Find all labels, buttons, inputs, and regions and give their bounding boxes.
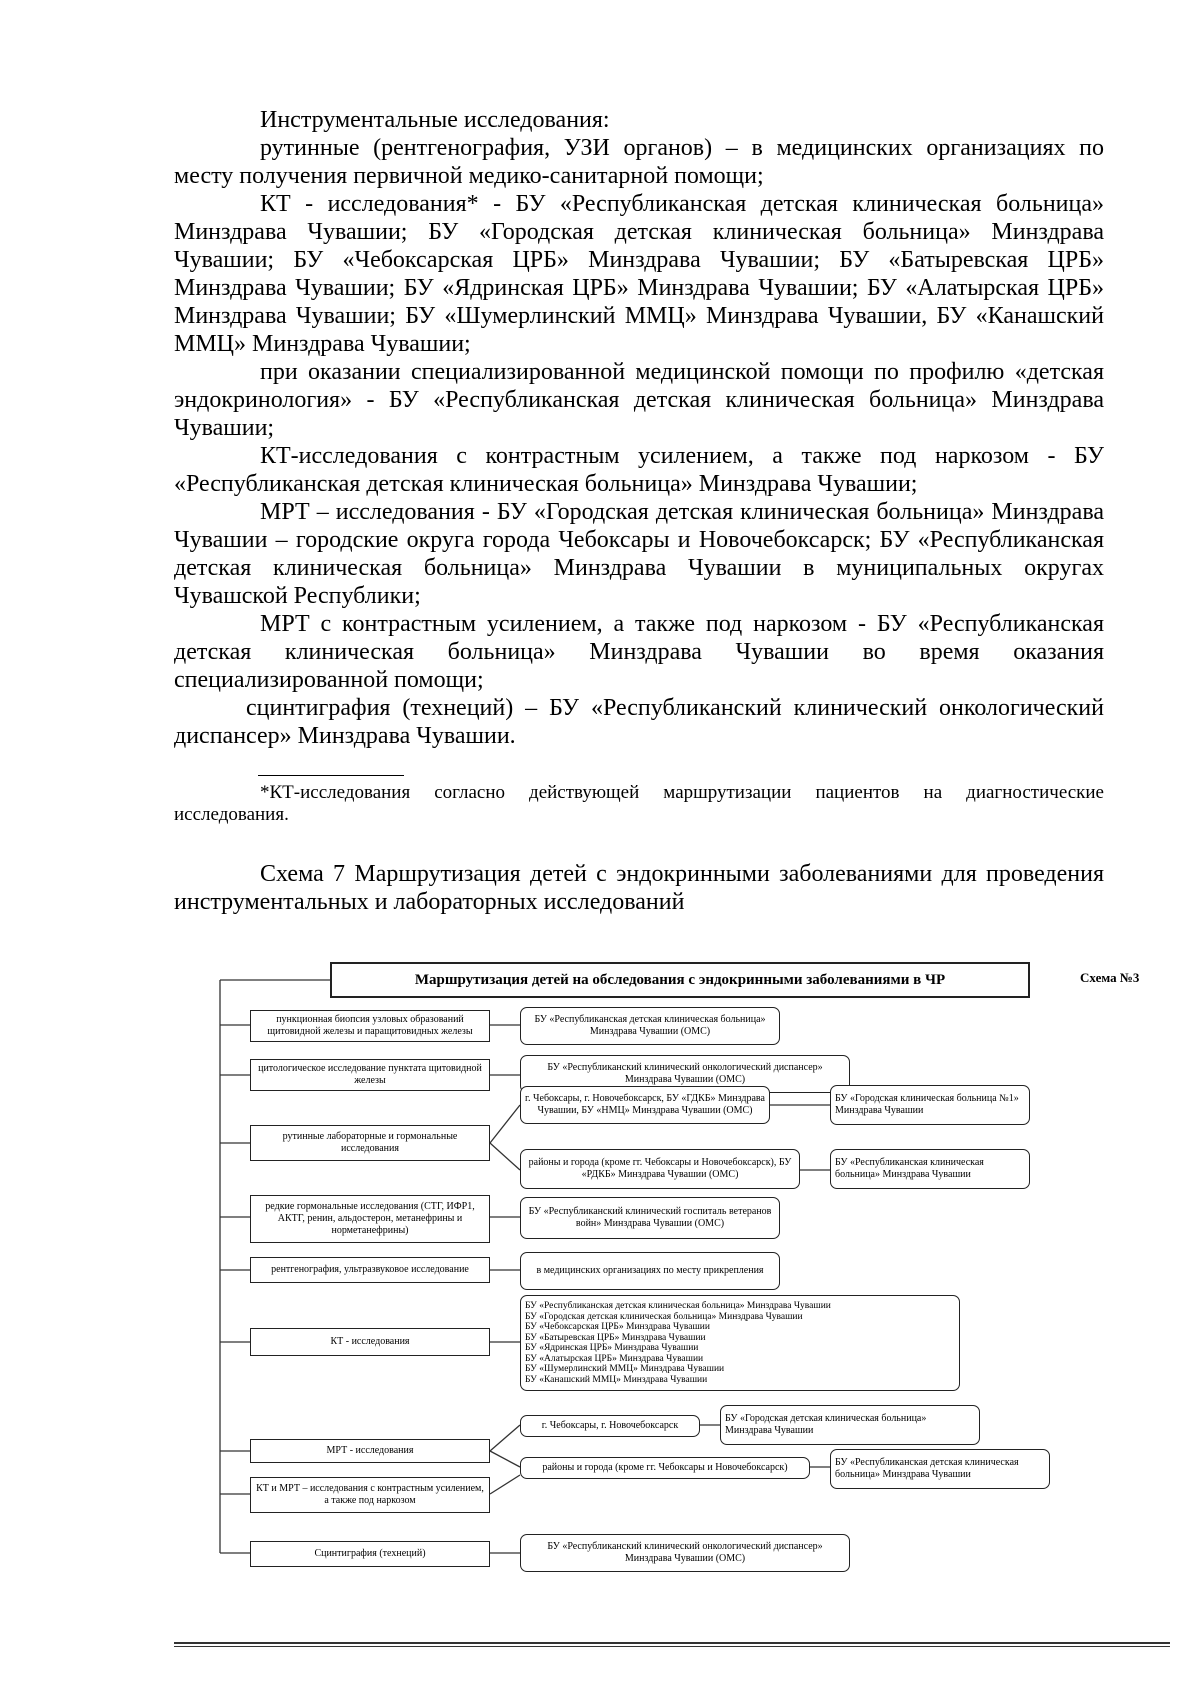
paragraph-instrumental-heading: Инструментальные исследования:	[260, 107, 610, 133]
paragraph-ct-contrast: КТ-исследования с контрастным усилением, а также под наркозом - БУ «Республиканская детская клиническая больница» Минздрава Чувашии;	[174, 443, 1104, 497]
routing-scheme	[210, 955, 1170, 1610]
row3-far2-box: БУ «Республиканская клиническая больница» Минздрава Чувашии	[830, 1149, 1030, 1189]
row8-left-box: КТ и МРТ – исследования с контрастным усилением, а также под наркозом	[250, 1477, 490, 1513]
row9-right-box: БУ «Республиканский клинический онкологический диспансер» Минздрава Чувашии (ОМС)	[520, 1534, 850, 1572]
footnote-separator	[258, 775, 404, 776]
paragraph-mri-contrast: МРТ с контрастным усилением, а также под наркозом - БУ «Республиканская детская клиническая больница» Минздрава Чувашии во время оказания специализированной помощи;	[174, 611, 1104, 693]
row3-mid2-box: районы и города (кроме гг. Чебоксары и Новочебоксарск), БУ «РДКБ» Минздрава Чувашии (ОМС)	[520, 1149, 800, 1189]
row6-left-box: КТ - исследования	[250, 1328, 490, 1356]
main-text	[174, 106, 1104, 750]
row4-right-box: БУ «Республиканский клинический госпиталь ветеранов войн» Минздрава Чувашии (ОМС)	[520, 1197, 780, 1239]
ct-hospital-item: БУ «Канашский ММЦ» Минздрава Чувашии	[525, 1374, 708, 1385]
page-bottom-rule-thin	[174, 1646, 1170, 1647]
row7-far1-box: БУ «Городская детская клиническая больница» Минздрава Чувашии	[720, 1405, 980, 1445]
ct-hospital-item: БУ «Шумерлинский ММЦ» Минздрава Чувашии	[525, 1364, 725, 1374]
page-bottom-rule	[174, 1642, 1170, 1644]
ct-hospital-item: БУ «Республиканская детская клиническая больница» Минздрава Чувашии	[525, 1301, 831, 1311]
row7-mid2-box: районы и города (кроме гг. Чебоксары и Новочебоксарск)	[520, 1457, 810, 1479]
ct-hospital-item: БУ «Батыревская ЦРБ» Минздрава Чувашии	[525, 1332, 706, 1343]
paragraph-mri: МРТ – исследования - БУ «Городская детская клиническая больница» Минздрава Чувашии – городские округа города Чебоксары и Новочебоксарск; БУ «Республиканская детская клиническая больница» Минздрава Чувашии в муниципальных округах Чувашской Республики;	[174, 499, 1104, 609]
row7-left-box: МРТ - исследования	[250, 1439, 490, 1463]
scheme-label: Схема №3	[1080, 970, 1140, 985]
row5-right-box: в медицинских организациях по месту прикрепления	[520, 1252, 780, 1290]
footnote: *КТ-исследования согласно действующей маршрутизации пациентов на диагностические исследования.	[174, 782, 1104, 825]
ct-hospital-item: БУ «Чебоксарская ЦРБ» Минздрава Чувашии	[525, 1322, 710, 1332]
row5-left-box: рентгенография, ультразвуковое исследование	[250, 1257, 490, 1283]
row4-left-box: редкие гормональные исследования (СТГ, ИФР1, АКТГ, ренин, альдостерон, метанефрины и норметанефрины)	[250, 1195, 490, 1243]
scheme-title: Маршрутизация детей на обследования с эндокринными заболеваниями в ЧР	[330, 962, 1030, 998]
scheme-caption: Схема 7 Маршрутизация детей с эндокринными заболеваниями для проведения инструментальных и лабораторных исследований	[174, 861, 1104, 915]
ct-hospital-item: БУ «Ядринская ЦРБ» Минздрава Чувашии	[525, 1343, 699, 1353]
row1-left-box: пункционная биопсия узловых образований щитовидной железы и паращитовидных железы	[250, 1010, 490, 1042]
row1-right-box: БУ «Республиканская детская клиническая больница» Минздрава Чувашии (ОМС)	[520, 1007, 780, 1045]
row3-mid1-box: г. Чебоксары, г. Новочебоксарск, БУ «ГДКБ» Минздрава Чувашии, БУ «НМЦ» Минздрава Чувашии (ОМС)	[520, 1086, 770, 1124]
row3-left-box: рутинные лабораторные и гормональные исследования	[250, 1125, 490, 1161]
row7-far2-box: БУ «Республиканская детская клиническая больница» Минздрава Чувашии	[830, 1449, 1050, 1489]
paragraph-scintigraphy: сцинтиграфия (технеций) – БУ «Республиканский клинический онкологический диспансер» Минздрава Чувашии.	[174, 695, 1104, 749]
row9-left-box: Сцинтиграфия (технеций)	[250, 1541, 490, 1567]
row6-list-box	[520, 1295, 960, 1391]
ct-hospital-item: БУ «Алатырская ЦРБ» Минздрава Чувашии	[525, 1353, 704, 1364]
paragraph-specialized: при оказании специализированной медицинской помощи по профилю «детская эндокринология» - БУ «Республиканская детская клиническая больница» Минздрава Чувашии;	[174, 359, 1104, 441]
ct-hospital-item: БУ «Городская детская клиническая больница» Минздрава Чувашии	[525, 1311, 803, 1322]
row2-right-box: БУ «Республиканский клинический онкологический диспансер» Минздрава Чувашии (ОМС)	[520, 1055, 850, 1093]
row2-left-box: цитологическое исследование пунктата щитовидной железы	[250, 1059, 490, 1091]
paragraph-ct: КТ - исследования* - БУ «Республиканская детская клиническая больница» Минздрава Чувашии; БУ «Городская детская клиническая больница» Минздрава Чувашии; БУ «Чебоксарская ЦРБ» Минздрава Чувашии; БУ «Батыревская ЦРБ» Минздрава Чувашии; БУ «Ядринская ЦРБ» Минздрава Чувашии; БУ «Алатырская ЦРБ» Минздрава Чувашии; БУ «Шумерлинский ММЦ» Минздрава Чувашии, БУ «Канашский ММЦ» Минздрава Чувашии;	[174, 191, 1104, 357]
row7-mid1-box: г. Чебоксары, г. Новочебоксарск	[520, 1415, 700, 1437]
paragraph-routine: рутинные (рентгенография, УЗИ органов) – в медицинских организациях по месту получения первичной медико-санитарной помощи;	[174, 135, 1104, 189]
row3-far1-box: БУ «Городская клиническая больница №1» Минздрава Чувашии	[830, 1085, 1030, 1125]
